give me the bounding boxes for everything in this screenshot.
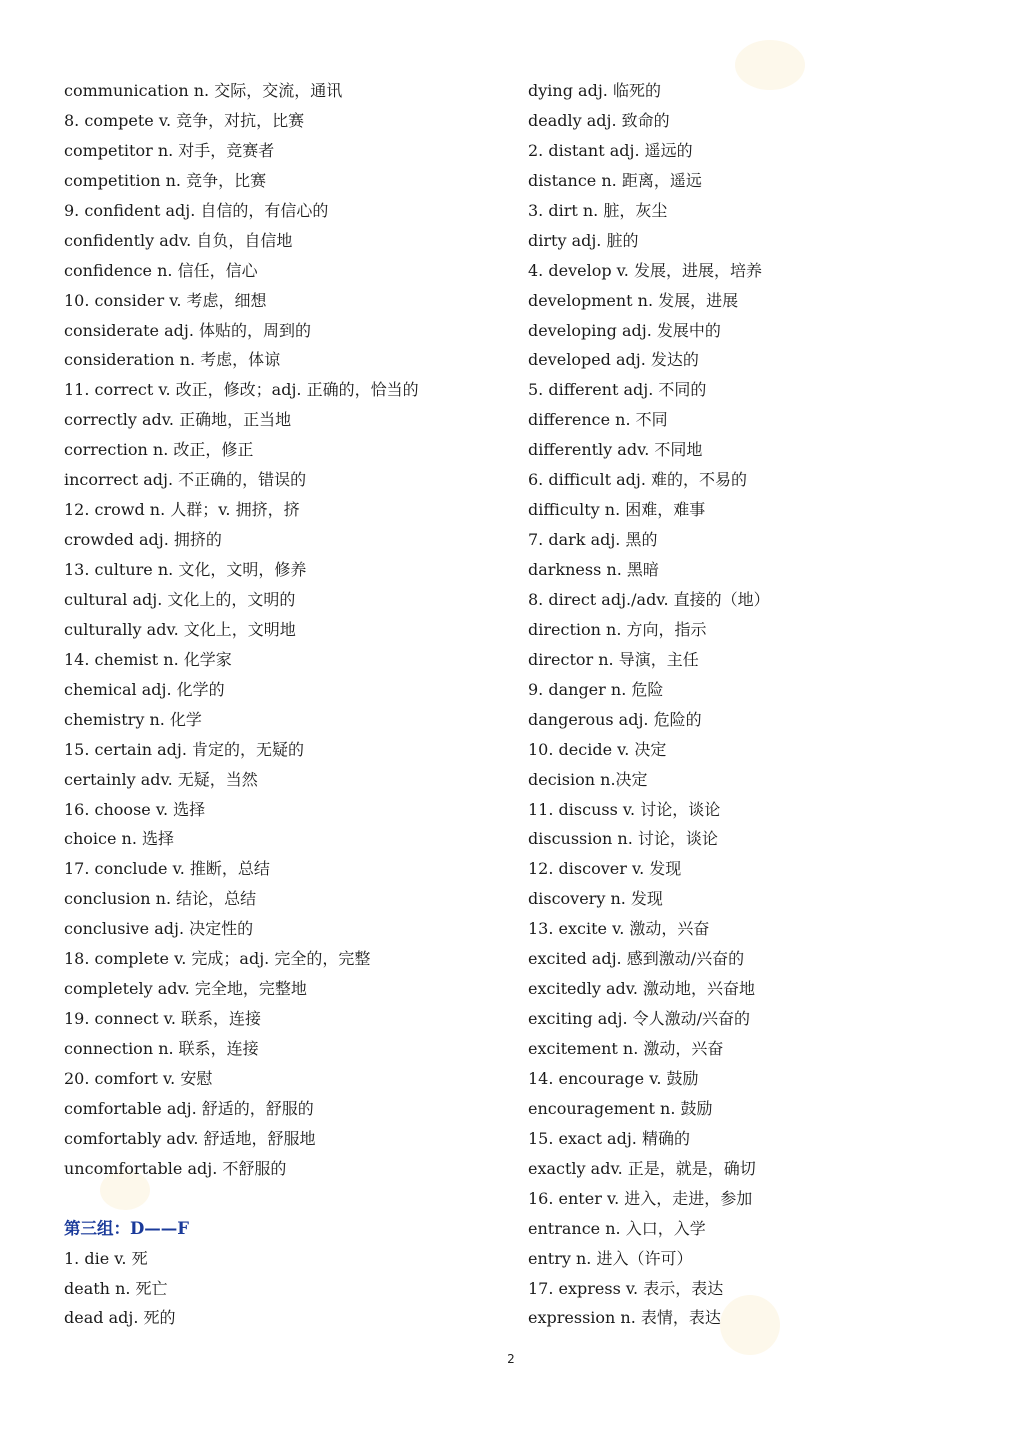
vocab-line: distance n. 距离，遥远 xyxy=(528,170,702,190)
vocab-line: 11. discuss v. 讨论，谈论 xyxy=(528,799,721,819)
vocab-line: dirty adj. 脏的 xyxy=(528,230,639,250)
vocab-line: exactly adv. 正是，就是，确切 xyxy=(528,1158,756,1178)
vocab-line: crowded adj. 拥挤的 xyxy=(64,530,222,550)
vocab-line: 1. die v. 死 xyxy=(64,1248,148,1268)
vocab-line: 12. discover v. 发现 xyxy=(528,859,682,879)
vocab-line: direction n. 方向，指示 xyxy=(528,619,707,639)
vocab-line: darkness n. 黑暗 xyxy=(528,560,659,579)
vocab-line: director n. 导演，主任 xyxy=(528,649,699,669)
vocab-line: excitement n. 激动，兴奋 xyxy=(528,1039,724,1058)
vocab-line: 8. direct adj./adv. 直接的（地） xyxy=(528,589,770,609)
vocab-line: certainly adv. 无疑，当然 xyxy=(64,769,258,789)
vocab-line: 8. compete v. 竞争，对抗，比赛 xyxy=(64,110,305,130)
vocab-line: 12. crowd n. 人群；v. 拥挤，挤 xyxy=(64,500,300,520)
vocab-line: difficulty n. 困难，难事 xyxy=(528,500,706,520)
vocab-line: competition n. 竞争，比赛 xyxy=(64,170,267,190)
vocab-line xyxy=(64,1184,494,1214)
vocab-line: discussion n. 讨论，谈论 xyxy=(528,829,718,849)
left-column xyxy=(64,76,494,1333)
vocab-line: developing adj. 发展中的 xyxy=(528,320,721,340)
vocab-line: death n. 死亡 xyxy=(64,1278,168,1298)
vocab-line: incorrect adj. 不正确的，错误的 xyxy=(64,470,307,490)
vocab-line: difference n. 不同 xyxy=(528,410,668,430)
vocab-line: decision n.决定 xyxy=(528,769,648,789)
page-number: 2 xyxy=(507,1352,515,1366)
vocab-line: 15. certain adj. 肯定的，无疑的 xyxy=(64,739,305,759)
vocab-line: dead adj. 死的 xyxy=(64,1308,176,1328)
vocab-line: excited adj. 感到激动/兴奋的 xyxy=(528,949,745,969)
vocab-line: 14. encourage v. 鼓励 xyxy=(528,1068,699,1088)
vocab-line: 13. excite v. 激动，兴奋 xyxy=(528,919,710,939)
vocab-line: 18. complete v. 完成；adj. 完全的，完整 xyxy=(64,949,371,969)
vocab-line: chemistry n. 化学 xyxy=(64,709,202,729)
vocab-line: discovery n. 发现 xyxy=(528,889,663,909)
vocab-line: 5. different adj. 不同的 xyxy=(528,380,707,400)
vocab-line: 20. comfort v. 安慰 xyxy=(64,1068,213,1088)
vocab-line: 14. chemist n. 化学家 xyxy=(64,649,232,669)
vocab-line: 9. confident adj. 自信的，有信心的 xyxy=(64,200,329,220)
vocab-line: 7. dark adj. 黑的 xyxy=(528,530,658,550)
vocab-line: 19. connect v. 联系，连接 xyxy=(64,1009,261,1029)
vocab-line: correctly adv. 正确地，正当地 xyxy=(64,410,292,430)
section-heading: 第三组：D——F xyxy=(64,1218,190,1238)
vocab-line: 3. dirt n. 脏，灰尘 xyxy=(528,200,668,220)
vocab-line: consideration n. 考虑，体谅 xyxy=(64,350,281,370)
vocab-line: developed adj. 发达的 xyxy=(528,350,699,370)
vocab-line: development n. 发展，进展 xyxy=(528,290,739,310)
vocab-line: completely adv. 完全地，完整地 xyxy=(64,979,307,999)
vocab-line: 17. express v. 表示，表达 xyxy=(528,1278,724,1298)
vocab-line: uncomfortable adj. 不舒服的 xyxy=(64,1158,287,1178)
vocab-line: 10. decide v. 决定 xyxy=(528,739,667,759)
vocab-line: comfortable adj. 舒适的，舒服的 xyxy=(64,1098,314,1118)
vocab-line: 9. danger n. 危险 xyxy=(528,679,664,699)
vocab-line: exciting adj. 令人激动/兴奋的 xyxy=(528,1009,751,1029)
vocab-line: confidence n. 信任，信心 xyxy=(64,260,258,280)
vocab-line: 10. consider v. 考虑，细想 xyxy=(64,290,267,310)
vocab-line: entry n. 进入（许可） xyxy=(528,1248,693,1268)
vocab-line: dying adj. 临死的 xyxy=(528,81,661,100)
vocab-line: deadly adj. 致命的 xyxy=(528,110,670,130)
vocab-line: competitor n. 对手，竞赛者 xyxy=(64,140,275,160)
vocab-line: 2. distant adj. 遥远的 xyxy=(528,140,693,160)
vocab-line: connection n. 联系，连接 xyxy=(64,1039,259,1058)
vocab-line: encouragement n. 鼓励 xyxy=(528,1098,713,1118)
vocab-line: differently adv. 不同地 xyxy=(528,440,703,460)
vocab-line: 16. enter v. 进入，走进，参加 xyxy=(528,1188,753,1208)
vocab-line: culturally adv. 文化上，文明地 xyxy=(64,619,296,639)
vocab-line: 6. difficult adj. 难的，不易的 xyxy=(528,470,748,490)
vocab-line: comfortably adv. 舒适地，舒服地 xyxy=(64,1128,316,1148)
vocab-line: considerate adj. 体贴的，周到的 xyxy=(64,320,312,340)
vocab-line: entrance n. 入口，入学 xyxy=(528,1218,706,1238)
vocab-line: 13. culture n. 文化，文明，修养 xyxy=(64,560,307,579)
vocab-line: conclusive adj. 决定性的 xyxy=(64,919,254,939)
vocab-line: confidently adv. 自负，自信地 xyxy=(64,230,293,250)
vocab-line: dangerous adj. 危险的 xyxy=(528,709,702,729)
vocab-line: cultural adj. 文化上的，文明的 xyxy=(64,589,296,609)
vocab-line: correction n. 改正，修正 xyxy=(64,440,254,460)
vocab-line: conclusion n. 结论，总结 xyxy=(64,889,257,909)
vocab-line: 17. conclude v. 推断，总结 xyxy=(64,859,270,879)
right-column xyxy=(528,76,968,1333)
vocab-line: 4. develop v. 发展，进展，培养 xyxy=(528,260,762,280)
vocab-line: excitedly adv. 激动地，兴奋地 xyxy=(528,979,756,999)
vocab-line: choice n. 选择 xyxy=(64,829,175,849)
vocab-line: communication n. 交际，交流，通讯 xyxy=(64,81,343,100)
vocab-line: expression n. 表情，表达 xyxy=(528,1308,721,1328)
vocab-line: 16. choose v. 选择 xyxy=(64,799,206,819)
vocab-line: chemical adj. 化学的 xyxy=(64,679,225,699)
vocab-line: 11. correct v. 改正，修改；adj. 正确的，恰当的 xyxy=(64,380,419,400)
vocab-line: 15. exact adj. 精确的 xyxy=(528,1128,690,1148)
